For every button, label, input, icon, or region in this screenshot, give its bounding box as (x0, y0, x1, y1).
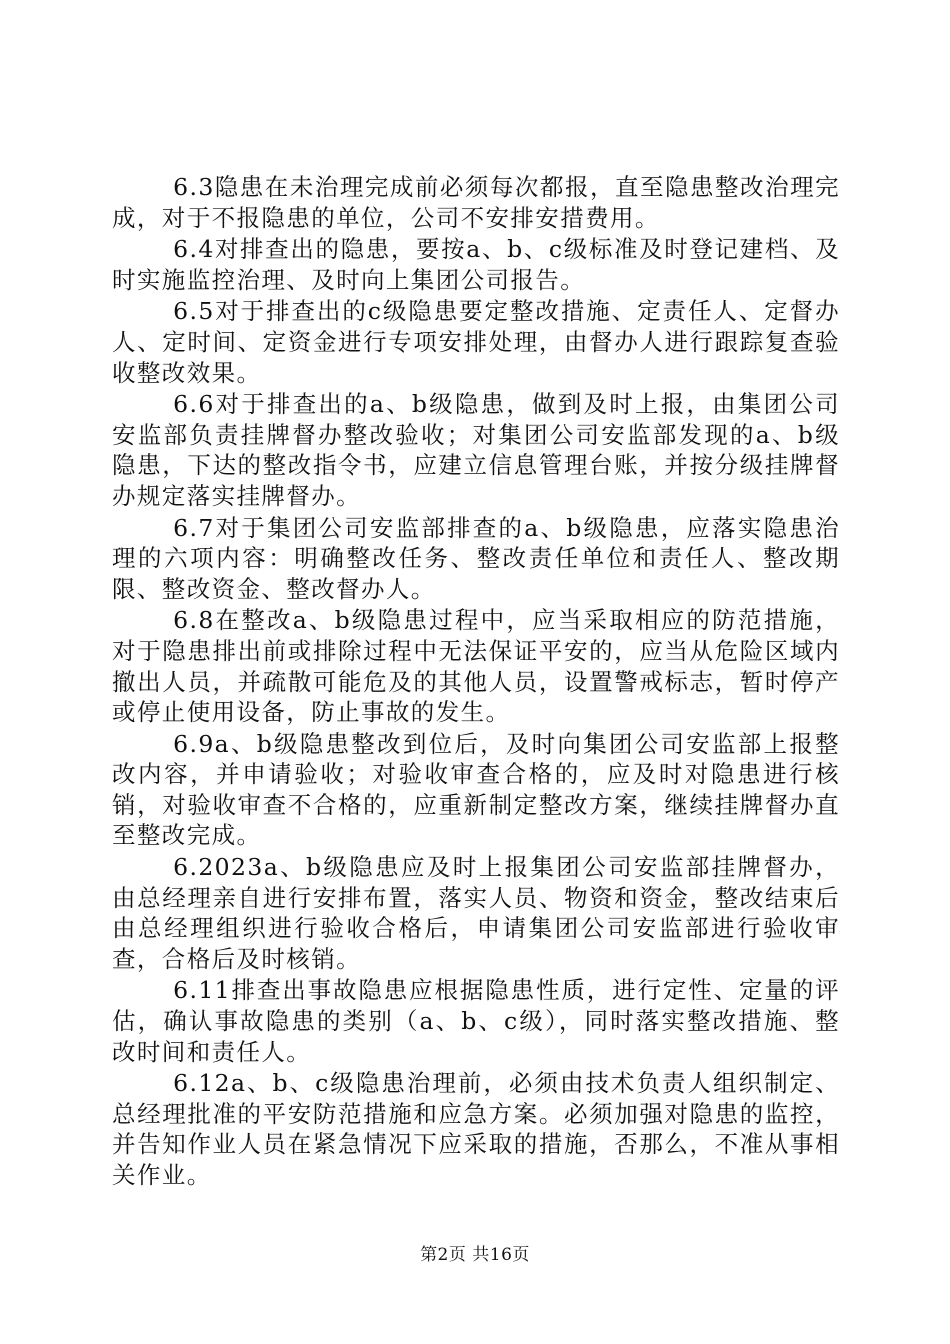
page-footer (0, 1240, 950, 1265)
paragraph-6-7: 6.7对于集团公司安监部排查的a、b级隐患，应落实隐患治理的六项内容：明确整改任务、整改责任单位和责任人、整改期限、整改资金、整改督办人。 (112, 513, 840, 603)
page-number-label: 第2页 共16页 (420, 1245, 530, 1265)
paragraph-6-10: 6.2023a、b级隐患应及时上报集团公司安监部挂牌督办，由总经理亲自进行安排布置，落实人员、物资和资金，整改结束后由总经理组织进行验收合格后，申请集团公司安监部进行验收审查，合格后及时核销。 (112, 853, 840, 973)
paragraph-6-5: 6.5对于排查出的c级隐患要定整改措施、定责任人、定督办人、定时间、定资金进行专项安排处理，由督办人进行跟踪复查验收整改效果。 (112, 297, 840, 387)
paragraph-6-8: 6.8在整改a、b级隐患过程中，应当采取相应的防范措施，对于隐患排出前或排除过程中无法保证平安的，应当从危险区域内撤出人员，并疏散可能危及的其他人员，设置警戒标志，暂时停产或停止使用设备，防止事故的发生。 (112, 606, 840, 727)
paragraph-6-9: 6.9a、b级隐患整改到位后，及时向集团公司安监部上报整改内容，并申请验收；对验收审查合格的，应及时对隐患进行核销，对验收审查不合格的，应重新制定整改方案，继续挂牌督办直至整改完成。 (112, 729, 840, 850)
paragraph-6-11: 6.11排查出事故隐患应根据隐患性质，进行定性、定量的评估，确认事故隐患的类别（a、b、c级），同时落实整改措施、整改时间和责任人。 (112, 976, 840, 1066)
paragraph-6-4: 6.4对排查出的隐患，要按a、b、c级标准及时登记建档、及时实施监控治理、及时向上集团公司报告。 (112, 235, 840, 294)
document-body (112, 172, 840, 1192)
paragraph-6-3: 6.3隐患在未治理完成前必须每次都报，直至隐患整改治理完成，对于不报隐患的单位，公司不安排安措费用。 (112, 173, 840, 232)
paragraph-6-6: 6.6对于排查出的a、b级隐患，做到及时上报，由集团公司安监部负责挂牌督办整改验收；对集团公司安监部发现的a、b级隐患，下达的整改指令书，应建立信息管理台账，并按分级挂牌督办规定落实挂牌督办。 (112, 390, 840, 510)
paragraph-6-12: 6.12a、b、c级隐患治理前，必须由技术负责人组织制定、总经理批准的平安防范措施和应急方案。必须加强对隐患的监控，并告知作业人员在紧急情况下应采取的措施，否那么，不准从事相关作业。 (112, 1069, 840, 1189)
